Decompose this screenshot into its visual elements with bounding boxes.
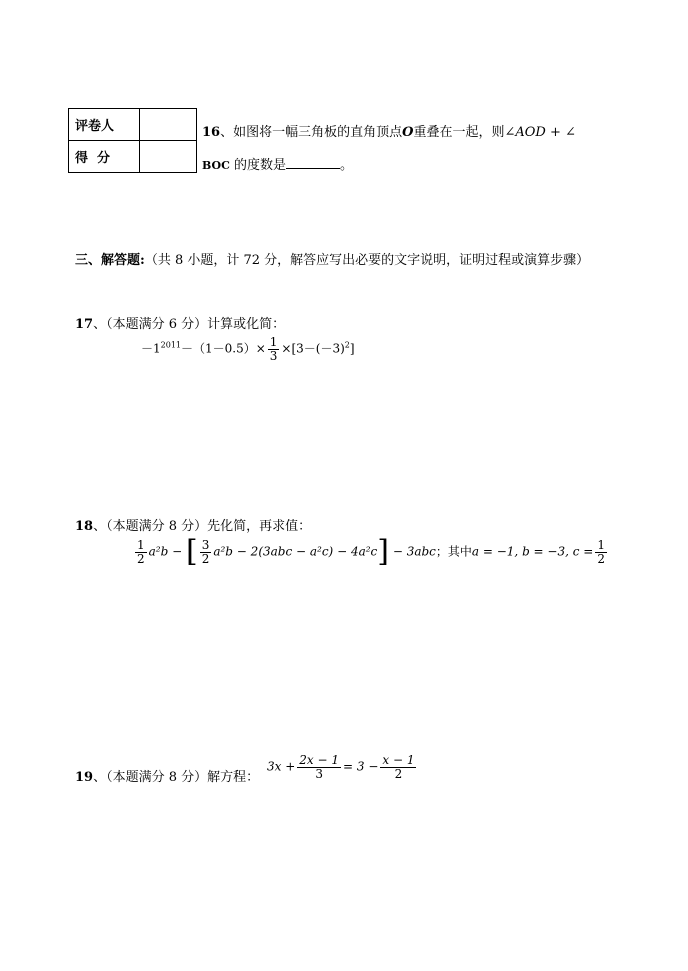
- q18-right-bracket: ]: [377, 534, 389, 569]
- q17-line: [75, 313, 285, 332]
- q19-number: 19: [75, 770, 94, 785]
- q17-expr-part2: －（1－0.5）×: [181, 341, 266, 356]
- q16-end-mark: 。: [339, 158, 353, 173]
- q16-line2: [202, 154, 353, 173]
- q17-frac-num: 1: [269, 335, 278, 349]
- q19-line: [75, 766, 259, 785]
- q16-text1b: 重叠在一起，则: [413, 125, 505, 140]
- section3-heading-line: [75, 249, 589, 268]
- q19-f2-den: 2: [394, 766, 403, 781]
- q17-exp1: 2011: [160, 340, 181, 350]
- q18-term4: − 3abc: [392, 544, 436, 559]
- grader-label: 评卷人: [69, 109, 140, 141]
- q19-f1-den: 3: [315, 766, 323, 781]
- q17-expression: [141, 336, 355, 362]
- points-cell[interactable]: [140, 141, 197, 173]
- q19-lhs: 3x +: [267, 759, 296, 774]
- q19-lead: 、（本题满分 8 分）解方程：: [93, 770, 260, 785]
- q17-frac-den: 3: [269, 348, 278, 363]
- q18-term3: − 4a²c: [337, 544, 378, 559]
- q18-f1-den: 2: [137, 551, 145, 566]
- q18-inner: (3abc − a²c): [258, 544, 334, 559]
- q19-f1-num: 2x − 1: [299, 753, 340, 767]
- q16-answer-blank[interactable]: [286, 156, 340, 169]
- points-label: 得 分: [69, 141, 140, 173]
- q18-expression: [133, 534, 609, 569]
- q18-condition: a = −1, b = −3, c =: [471, 544, 594, 559]
- q17-expr-part1: －1: [141, 341, 161, 356]
- q17-fraction: [268, 336, 280, 362]
- q18-f2-num: 3: [201, 537, 210, 552]
- q19-f2-num: x − 1: [382, 753, 415, 767]
- q19-equation: [267, 754, 418, 780]
- q18-number: 18: [75, 519, 94, 534]
- q16-text1: 、如图将一幅三角板的直角顶点: [220, 125, 403, 140]
- q18-frac-three-halves: [200, 539, 212, 565]
- q16-point-o: O: [402, 125, 414, 140]
- q19-frac2: [380, 754, 416, 780]
- section3-heading: 三、解答题:: [75, 253, 145, 268]
- q18-frac-c: [595, 539, 607, 565]
- q17-number: 17: [75, 317, 94, 332]
- q16-line1: [202, 121, 576, 140]
- q18-where: ；其中: [435, 544, 472, 559]
- q16-boc: BOC: [202, 159, 230, 172]
- q18-lead: 、（本题满分 8 分）先化简，再求值：: [93, 519, 312, 534]
- q18-term1: a²b −: [148, 544, 183, 559]
- q18-frac-half: [135, 539, 147, 565]
- q18-c-num: 1: [597, 537, 605, 552]
- q19-frac1: [297, 754, 341, 780]
- score-row-points: [69, 141, 197, 173]
- q17-lead: 、（本题满分 6 分）计算或化简：: [93, 317, 286, 332]
- q17-expr-part4: ]: [349, 341, 355, 356]
- q17-expr-part3: ×[3－(－3): [281, 341, 345, 356]
- q16-angle-expr: ∠AOD + ∠: [504, 125, 576, 140]
- q18-term2: a²b − 2: [213, 544, 259, 559]
- q16-text2: 的度数是: [229, 158, 286, 173]
- q18-left-bracket: [: [185, 534, 198, 569]
- q17-exp2: 2: [344, 340, 350, 350]
- q18-f2-den: 2: [201, 551, 210, 566]
- score-row-grader: [69, 109, 197, 141]
- score-table: [68, 108, 197, 173]
- q16-number: 16: [202, 125, 221, 140]
- q18-f1-num: 1: [137, 537, 145, 552]
- q19-eq: = 3 −: [343, 759, 379, 774]
- grader-cell[interactable]: [140, 109, 197, 141]
- q18-c-den: 2: [597, 551, 605, 566]
- section3-desc: （共 8 小题，计 72 分，解答应写出必要的文字说明，证明过程或演算步骤）: [144, 253, 590, 268]
- q18-line: [75, 515, 311, 534]
